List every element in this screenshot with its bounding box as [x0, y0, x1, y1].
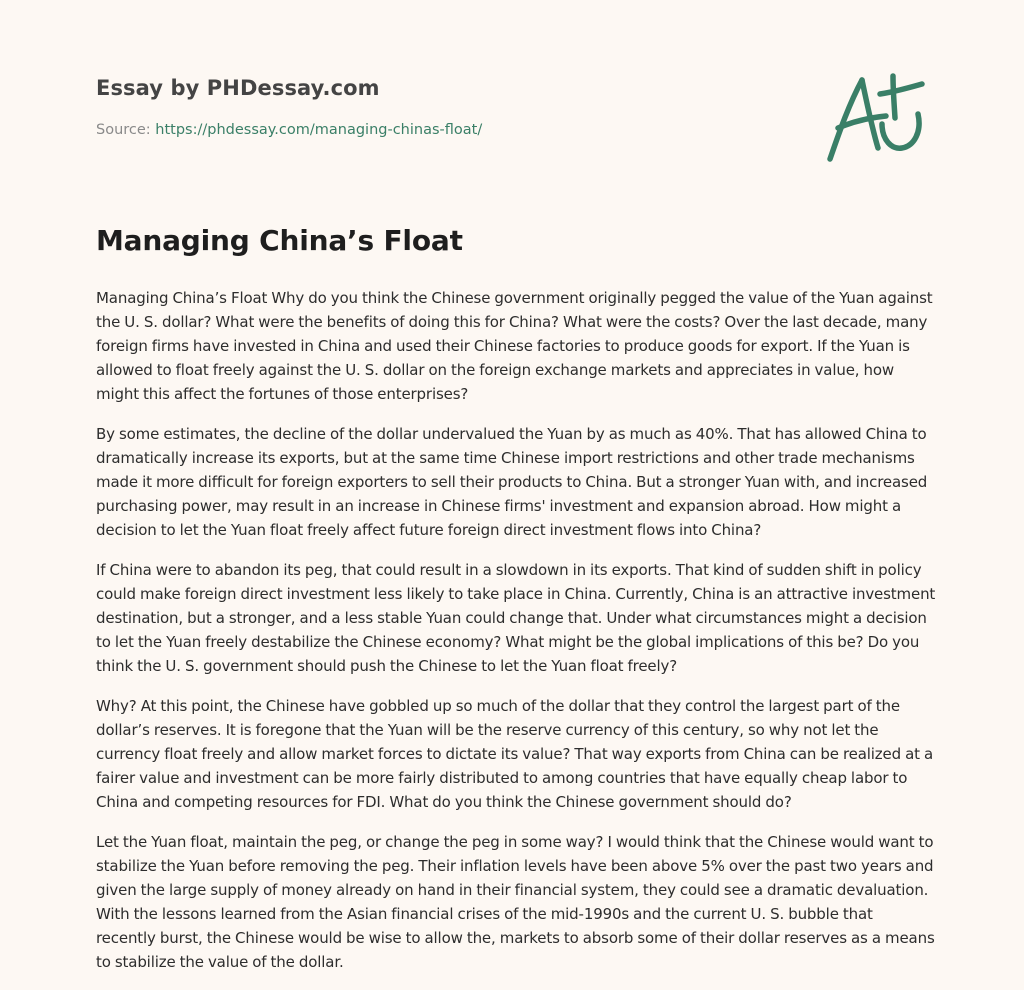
- essay-paragraph: Managing China’s Float Why do you think the Chinese government originally pegged the value of the Yuan against the U. S. dollar? What were the benefits of doing this for China? What were the costs? Over the last decade, many foreign firms have invested in China and used their Chinese factories to produce goods for export. If the Yuan is allowed to float freely against the U. S. dollar on the foreign exchange markets and appreciates in value, how might this affect the fortunes of those enterprises?: [96, 289, 933, 403]
- source-label: Source:: [96, 122, 156, 138]
- site-header: [96, 76, 482, 138]
- essay-paragraph: By some estimates, the decline of the dollar undervalued the Yuan by as much as 40%. That has allowed China to dramatically increase its exports, but at the same time Chinese import restrictions and other trade mechanisms made it more difficult for foreign exporters to sell their products to China. But a stronger Yuan with, and increased purchasing power, may result in an increase in Chinese firms' investment and expansion abroad. How might a decision to let the Yuan float freely affect future foreign direct investment flows into China?: [96, 425, 928, 539]
- site-title: Essay by PHDessay.com: [96, 76, 380, 100]
- essay-title: Managing China’s Float: [96, 224, 463, 257]
- source-link[interactable]: https://phdessay.com/managing-chinas-float/: [155, 122, 483, 138]
- a-plus-logo-icon: [822, 66, 928, 166]
- source-line: [96, 122, 482, 138]
- essay-paragraph: Why? At this point, the Chinese have gobbled up so much of the dollar that they control the largest part of the dollar’s reserves. It is foregone that the Yuan will be the reserve currency of this century, so why not let the currency float freely and allow market forces to dictate its value? That way exports from China can be realized at a fairer value and investment can be more fairly distributed to among countries that have equally cheap labor to China and competing resources for FDI. What do you think the Chinese government should do?: [96, 697, 934, 811]
- essay-paragraph: If China were to abandon its peg, that could result in a slowdown in its exports. That kind of sudden shift in policy could make foreign direct investment less likely to take place in China. Currently, China is an attractive investment destination, but a stronger, and a less stable Yuan could change that. Under what circumstances might a decision to let the Yuan freely destabilize the Chinese economy? What might be the global implications of this be? Do you think the U. S. government should push the Chinese to let the Yuan float freely?: [96, 561, 936, 675]
- essay-body: [96, 286, 936, 990]
- essay-paragraph: Let the Yuan float, maintain the peg, or change the peg in some way? I would think that the Chinese would want to stabilize the Yuan before removing the peg. Their inflation levels have been above 5% over the past two years and given the large supply of money already on hand in their financial system, they could see a dramatic devaluation. With the lessons learned from the Asian financial crises of the mid-1990s and the current U. S. bubble that recently burst, the Chinese would be wise to allow the, markets to absorb some of their dollar reserves as a means to stabilize the value of the dollar.: [96, 833, 935, 971]
